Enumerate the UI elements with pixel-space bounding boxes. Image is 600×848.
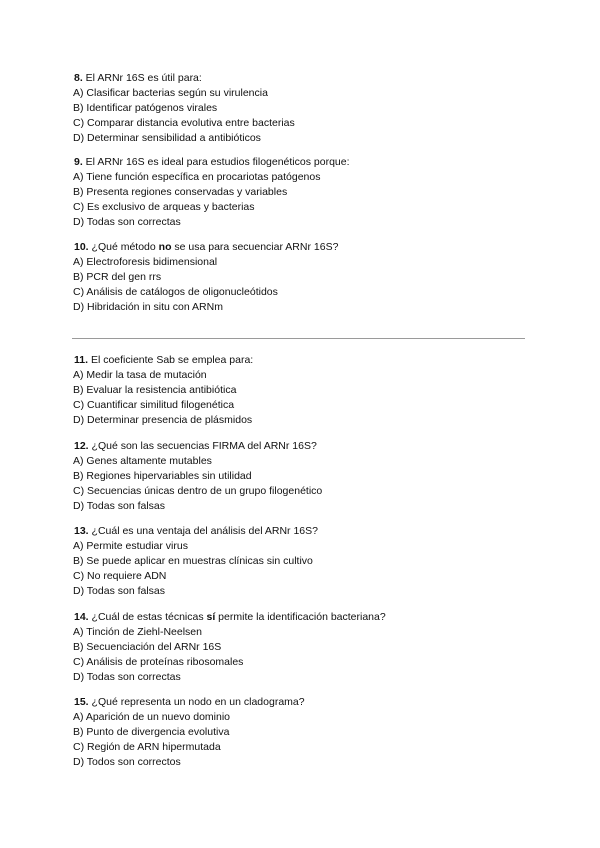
option-a: A) Genes altamente mutables (73, 455, 212, 467)
option-b: B) Punto de divergencia evolutiva (73, 726, 230, 738)
question-emphasis: sí (206, 611, 216, 623)
option-list (73, 170, 533, 230)
option-b: B) Identificar patógenos virales (73, 102, 218, 114)
option-b: B) PCR del gen rrs (73, 271, 162, 283)
option-c: C) Región de ARN hipermutada (73, 741, 221, 753)
question-text: ¿Qué son las secuencias FIRMA del ARNr 16S? (88, 440, 317, 452)
option-c: C) Es exclusivo de arqueas y bacterias (73, 201, 255, 213)
option-d: D) Hibridación in situ con ARNm (73, 301, 223, 313)
option-b: B) Regiones hipervariables sin utilidad (73, 470, 252, 482)
option-c: C) Análisis de proteínas ribosomales (73, 656, 244, 668)
option-a: A) Permite estudiar virus (73, 540, 188, 552)
question-13 (73, 524, 533, 599)
question-12 (73, 439, 533, 514)
question-14 (73, 610, 533, 685)
question-stem (73, 610, 533, 625)
option-a: A) Tiene función específica en procariotas patógenos (73, 171, 321, 183)
option-d: D) Todos son correctos (73, 756, 181, 768)
question-stem (73, 155, 533, 170)
question-stem (73, 695, 533, 710)
question-9 (73, 155, 533, 230)
question-number: 13. (74, 525, 89, 537)
question-10 (73, 240, 533, 315)
option-d: D) Todas son correctas (73, 671, 181, 683)
option-b: B) Evaluar la resistencia antibiótica (73, 384, 237, 396)
option-b: B) Secuenciación del ARNr 16S (73, 641, 222, 653)
option-a: A) Electroforesis bidimensional (73, 256, 218, 268)
question-number: 14. (74, 611, 89, 623)
option-list (73, 368, 533, 428)
question-number: 12. (74, 440, 89, 452)
question-text: El ARNr 16S es útil para: (82, 72, 202, 84)
option-list (73, 255, 533, 315)
question-text-after: permite la identificación bacteriana? (215, 611, 386, 623)
option-c: C) No requiere ADN (73, 570, 167, 582)
option-b: B) Presenta regiones conservadas y variables (73, 186, 288, 198)
option-list (73, 710, 533, 770)
option-d: D) Todas son falsas (73, 585, 166, 597)
question-text-before: ¿Qué método (88, 241, 159, 253)
option-c: C) Secuencias únicas dentro de un grupo filogenético (73, 485, 323, 497)
question-number: 9. (74, 156, 83, 168)
option-list (73, 86, 533, 146)
question-stem (73, 524, 533, 539)
question-stem (73, 71, 533, 86)
question-number: 11. (74, 354, 89, 366)
option-c: C) Comparar distancia evolutiva entre bacterias (73, 117, 295, 129)
question-8 (73, 71, 533, 146)
option-list (73, 454, 533, 514)
option-d: D) Todas son correctas (73, 216, 181, 228)
option-c: C) Análisis de catálogos de oligonucleótidos (73, 286, 278, 298)
option-d: D) Determinar sensibilidad a antibióticos (73, 132, 261, 144)
question-stem (73, 240, 533, 255)
question-text: ¿Cuál es una ventaja del análisis del ARNr 16S? (88, 525, 318, 537)
option-b: B) Se puede aplicar en muestras clínicas sin cultivo (73, 555, 313, 567)
question-text-after: se usa para secuenciar ARNr 16S? (171, 241, 339, 253)
question-number: 10. (74, 241, 89, 253)
question-number: 8. (74, 72, 83, 84)
question-15 (73, 695, 533, 770)
question-11 (73, 353, 533, 428)
section-divider (72, 338, 525, 339)
question-text: ¿Qué representa un nodo en un cladograma? (88, 696, 305, 708)
question-text: El coeficiente Sab se emplea para: (88, 354, 254, 366)
question-stem (73, 439, 533, 454)
question-stem (73, 353, 533, 368)
question-number: 15. (74, 696, 89, 708)
question-text-before: ¿Cuál de estas técnicas (88, 611, 207, 623)
option-d: D) Determinar presencia de plásmidos (73, 414, 253, 426)
option-a: A) Clasificar bacterias según su virulencia (73, 87, 268, 99)
option-list (73, 539, 533, 599)
option-a: A) Aparición de un nuevo dominio (73, 711, 231, 723)
option-d: D) Todas son falsas (73, 500, 166, 512)
option-a: A) Tinción de Ziehl-Neelsen (73, 626, 202, 638)
option-list (73, 625, 533, 685)
option-c: C) Cuantificar similitud filogenética (73, 399, 235, 411)
question-text: El ARNr 16S es ideal para estudios filogenéticos porque: (82, 156, 350, 168)
question-emphasis: no (158, 241, 172, 253)
option-a: A) Medir la tasa de mutación (73, 369, 207, 381)
